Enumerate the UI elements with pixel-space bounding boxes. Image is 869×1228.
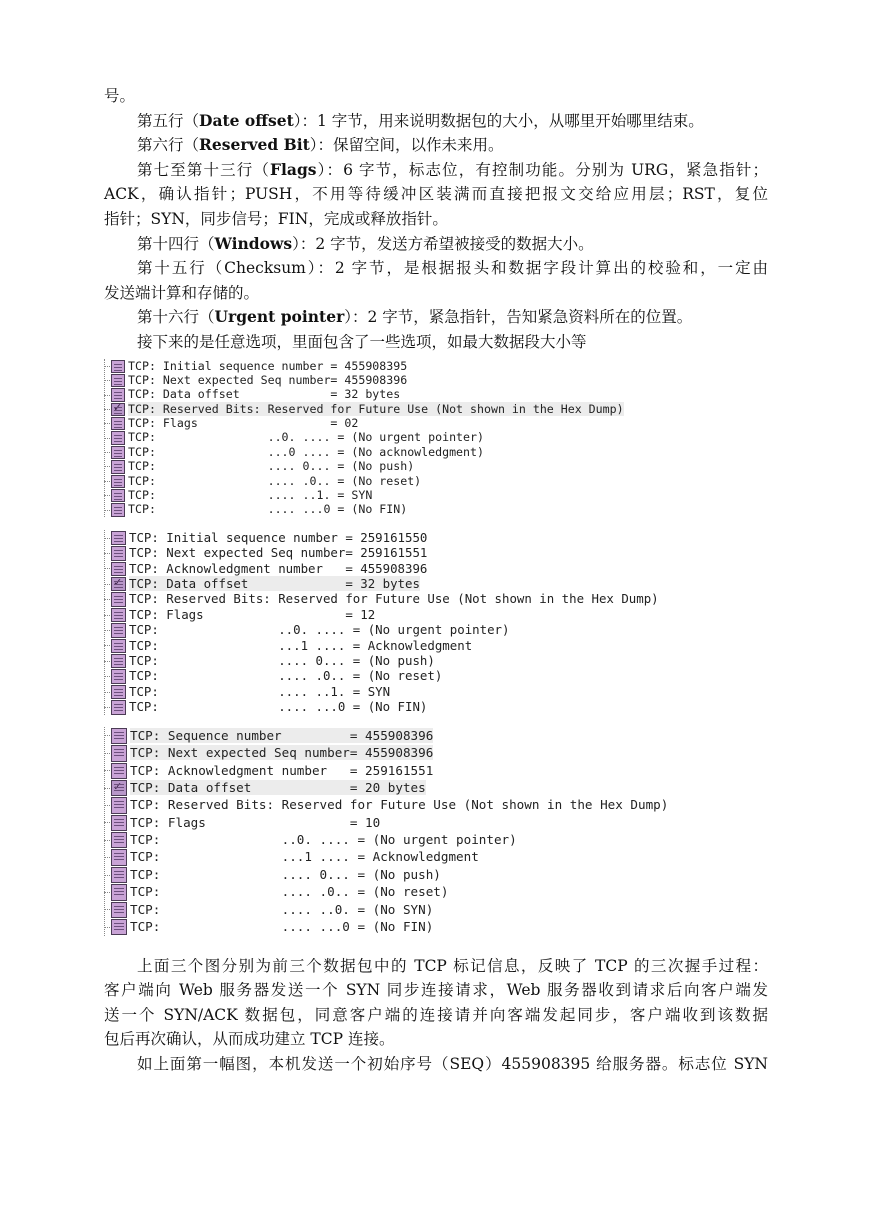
tcp-field-text: TCP: Acknowledgment number = 259161551	[130, 762, 434, 778]
text-line	[104, 109, 768, 134]
text-run: 第十六行（	[137, 308, 215, 327]
packet-icon	[111, 475, 125, 488]
packet-screenshots	[104, 359, 768, 940]
packet-icon	[111, 460, 125, 473]
packet-icon	[111, 884, 127, 900]
tcp-field-text: TCP: Reserved Bits: Reserved for Future Use (Not shown in the Hex Dump)	[128, 401, 624, 416]
packet-icon	[111, 700, 126, 714]
tcp-field-text: TCP: Next expected Seq number= 455908396	[128, 372, 408, 387]
tcp-field-row[interactable]	[104, 762, 768, 779]
tcp-field-row[interactable]	[104, 502, 768, 516]
tcp-field-text: TCP: .... 0... = (No push)	[128, 459, 415, 474]
text-line: 接下来的是任意选项，里面包含了一些选项，如最大数据段大小等	[137, 332, 587, 351]
text-run: ）：2 字节，紧急指针，告知紧急资料所在的位置。	[344, 308, 693, 327]
text-line: 发送端计算和存储的。	[104, 283, 260, 302]
packet-icon	[111, 919, 127, 935]
packet-icon	[111, 669, 126, 683]
tcp-field-row[interactable]	[104, 848, 768, 865]
tcp-field-row[interactable]	[104, 445, 768, 459]
text-run: 第十四行（	[137, 234, 215, 253]
packet-icon	[111, 374, 125, 387]
text-line: 送一个 SYN/ACK 数据包，同意客户端的连接请并向客端发起同步，客户端收到该数据	[104, 1005, 768, 1024]
tcp-field-text: TCP: ..0. .... = (No urgent pointer)	[130, 832, 517, 848]
packet-1-decode	[104, 359, 768, 521]
field-name: Flags	[270, 159, 317, 179]
tcp-field-text: TCP: Next expected Seq number= 455908396	[130, 745, 434, 761]
text-line: ACK，确认指针；PUSH，不用等待缓冲区装满而直接把报文交给应用层；RST，复位	[104, 185, 768, 204]
checked-packet-icon	[111, 577, 126, 591]
tcp-field-text: TCP: .... ...0 = (No FIN)	[128, 502, 408, 517]
tcp-field-row[interactable]	[104, 727, 768, 744]
tcp-field-text: TCP: Data offset = 32 bytes	[129, 576, 420, 592]
text-run: 第七至第十三行（	[137, 160, 271, 179]
tcp-field-text: TCP: Initial sequence number = 455908395	[128, 358, 408, 373]
tcp-field-text: TCP: ...1 .... = Acknowledgment	[130, 849, 479, 865]
tcp-field-row[interactable]	[104, 416, 768, 430]
packet-icon	[111, 562, 126, 576]
tcp-field-text: TCP: Acknowledgment number = 455908396	[129, 560, 428, 576]
text-run: ）：保留空间，以作未来用。	[309, 136, 504, 155]
tcp-field-text: TCP: .... .0.. = (No reset)	[129, 668, 443, 684]
tcp-field-row[interactable]	[104, 831, 768, 848]
packet-icon	[111, 546, 126, 560]
packet-icon	[111, 388, 125, 401]
tcp-field-row[interactable]	[104, 488, 768, 502]
packet-icon	[111, 417, 125, 430]
packet-icon	[111, 639, 126, 653]
packet-icon	[111, 623, 126, 637]
tcp-field-row[interactable]	[104, 430, 768, 444]
checked-packet-icon	[111, 403, 125, 416]
tcp-field-text: TCP: Reserved Bits: Reserved for Future Use (Not shown in the Hex Dump)	[130, 797, 669, 813]
packet-icon	[111, 815, 127, 831]
tcp-field-text: TCP: ...1 .... = Acknowledgment	[129, 637, 473, 653]
packet-icon	[111, 489, 125, 502]
packet-icon	[111, 867, 127, 883]
packet-2-decode	[104, 530, 768, 719]
tcp-field-row[interactable]	[104, 918, 768, 935]
tcp-field-row[interactable]	[104, 373, 768, 387]
tcp-field-text: TCP: Flags = 12	[129, 606, 376, 622]
text-run: ）：6 字节，标志位，有控制功能。分别为 URG，紧急指针；	[316, 160, 768, 179]
tcp-field-text: TCP: Data offset = 32 bytes	[128, 387, 401, 402]
tcp-field-row[interactable]	[104, 744, 768, 761]
packet-icon	[111, 531, 126, 545]
tcp-field-text: TCP: .... ...0 = (No FIN)	[129, 699, 428, 715]
tcp-field-row[interactable]	[104, 387, 768, 401]
tcp-field-row[interactable]	[104, 459, 768, 473]
tcp-field-row[interactable]	[104, 866, 768, 883]
tcp-field-text: TCP: Data offset = 20 bytes	[130, 779, 426, 795]
text-line: 第十五行（Checksum）：2 字节，是根据报头和数据字段计算出的校验和，一定由	[137, 259, 768, 278]
packet-icon	[111, 745, 127, 761]
packet-icon	[111, 654, 126, 668]
tcp-field-row[interactable]	[104, 814, 768, 831]
text-line	[104, 305, 768, 330]
tcp-field-row[interactable]	[104, 653, 768, 668]
tcp-field-row[interactable]	[104, 402, 768, 416]
packet-icon	[111, 832, 127, 848]
tcp-field-text: TCP: .... ..1. = SYN	[128, 488, 373, 503]
tcp-field-row[interactable]	[104, 561, 768, 576]
tcp-field-text: TCP: .... .0.. = (No reset)	[128, 473, 422, 488]
text-run: 第六行（	[137, 136, 200, 155]
tcp-field-text: TCP: Initial sequence number = 259161550	[129, 529, 428, 545]
tcp-field-row[interactable]	[104, 883, 768, 900]
packet-icon	[111, 685, 126, 699]
checked-packet-icon	[111, 780, 127, 796]
tcp-field-row[interactable]	[104, 576, 768, 591]
tcp-field-row[interactable]	[104, 359, 768, 373]
tcp-field-row[interactable]	[104, 779, 768, 796]
packet-icon	[111, 446, 125, 459]
tcp-field-text: TCP: .... ..1. = SYN	[129, 683, 391, 699]
tcp-field-row[interactable]	[104, 796, 768, 813]
field-name: Date offset	[199, 110, 294, 130]
text-line: 上面三个图分别为前三个数据包中的 TCP 标记信息，反映了 TCP 的三次握手过程：	[137, 956, 768, 975]
tcp-field-row[interactable]	[104, 545, 768, 560]
tcp-field-text: TCP: Reserved Bits: Reserved for Future Use (Not shown in the Hex Dump)	[129, 591, 659, 607]
packet-icon	[111, 728, 127, 744]
packet-icon	[111, 902, 127, 918]
packet-icon	[111, 608, 126, 622]
packet-icon	[111, 503, 125, 516]
tcp-field-text: TCP: .... ...0 = (No FIN)	[130, 919, 434, 935]
text-line	[104, 232, 768, 257]
packet-icon	[111, 592, 126, 606]
text-line: 指针；SYN，同步信号；FIN，完成或释放指针。	[104, 209, 448, 228]
packet-icon	[111, 797, 127, 813]
tcp-field-row[interactable]	[104, 699, 768, 714]
tcp-field-text: TCP: Next expected Seq number= 259161551	[129, 545, 428, 561]
text-line: 包后再次确认，从而成功建立 TCP 连接。	[104, 1030, 395, 1049]
packet-icon	[111, 849, 127, 865]
tcp-field-text: TCP: Flags = 02	[128, 416, 359, 431]
tcp-field-text: TCP: ..0. .... = (No urgent pointer)	[128, 430, 484, 445]
text-line: 如上面第一幅图，本机发送一个初始序号（SEQ）455908395 给服务器。标志位 SYN	[137, 1054, 768, 1073]
tcp-field-row[interactable]	[104, 474, 768, 488]
tcp-field-row[interactable]	[104, 668, 768, 683]
tcp-field-text: TCP: .... ..0. = (No SYN)	[130, 901, 434, 917]
text-line: 号。	[104, 87, 136, 105]
tcp-field-row[interactable]	[104, 607, 768, 622]
document-page	[104, 84, 768, 1076]
tcp-field-row[interactable]	[104, 684, 768, 699]
conclusion-paragraphs	[104, 954, 768, 1077]
intro-paragraphs	[104, 84, 768, 355]
text-run: ）：1 字节，用来说明数据包的大小，从哪里开始哪里结束。	[293, 111, 704, 130]
tcp-field-text: TCP: Flags = 10	[130, 814, 381, 830]
tcp-field-text: TCP: Sequence number = 455908396	[130, 727, 434, 743]
tcp-field-text: TCP: .... 0... = (No push)	[129, 653, 435, 669]
tcp-field-row[interactable]	[104, 622, 768, 637]
tcp-field-text: TCP: .... 0... = (No push)	[130, 866, 441, 882]
text-line	[104, 133, 768, 158]
text-run: 第五行（	[137, 111, 200, 130]
tcp-field-text: TCP: ..0. .... = (No urgent pointer)	[129, 622, 510, 638]
field-name: Reserved Bit	[199, 135, 310, 155]
tcp-field-row[interactable]	[104, 901, 768, 918]
tcp-field-text: TCP: .... .0.. = (No reset)	[130, 884, 449, 900]
text-run: ）：2 字节，发送方希望被接受的数据大小。	[292, 234, 594, 253]
packet-3-decode	[104, 727, 768, 940]
text-line: 客户端向 Web 服务器发送一个 SYN 同步连接请求，Web 服务器收到请求后向客户端发	[104, 981, 768, 1000]
field-name: Urgent pointer	[214, 307, 345, 327]
field-name: Windows	[214, 233, 293, 253]
packet-icon	[111, 763, 127, 779]
text-line	[104, 158, 768, 183]
tcp-field-row[interactable]	[104, 530, 768, 545]
packet-icon	[111, 431, 125, 444]
packet-icon	[111, 360, 125, 373]
tcp-field-row[interactable]	[104, 638, 768, 653]
tcp-field-row[interactable]	[104, 591, 768, 606]
tcp-field-text: TCP: ...0 .... = (No acknowledgment)	[128, 444, 484, 459]
